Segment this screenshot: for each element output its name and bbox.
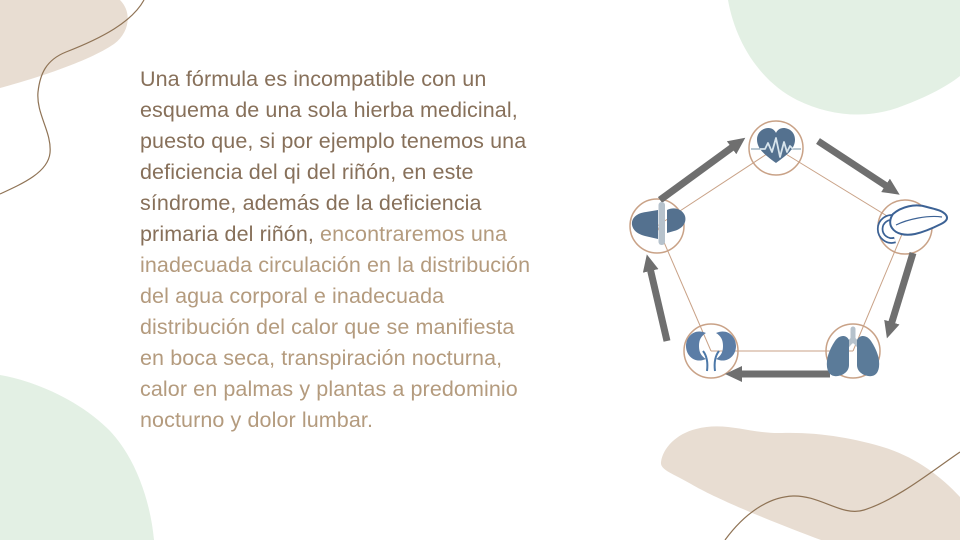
text-primary: Una fórmula es incompatible con un xyxy=(140,67,487,91)
text-line xyxy=(140,126,640,157)
arrow-kidneys-to-liver xyxy=(650,268,667,341)
text-primary: deficiencia del qi del riñón, en este xyxy=(140,160,474,184)
text-line xyxy=(140,250,640,281)
liver-vessel xyxy=(659,202,666,245)
text-line xyxy=(140,188,640,219)
text-primary: esquema de una sola hierba medicinal, xyxy=(140,98,518,122)
body-text xyxy=(140,64,640,436)
text-line xyxy=(140,281,640,312)
text-line xyxy=(140,343,640,374)
pancreas-body xyxy=(890,205,947,234)
arrow-liver-to-heart xyxy=(660,146,734,200)
text-primary: primaria del riñón, xyxy=(140,222,321,246)
text-secondary: inadecuada circulación en la distribución xyxy=(140,253,531,277)
text-primary: síndrome, además de la deficiencia xyxy=(140,191,482,215)
text-line xyxy=(140,312,640,343)
text-line xyxy=(140,64,640,95)
text-secondary: en boca seca, transpiración nocturna, xyxy=(140,346,503,370)
text-secondary: calor en palmas y plantas a predominio xyxy=(140,377,518,401)
arrow-pancreas-to-lungs xyxy=(891,253,913,325)
pentagon-edge xyxy=(853,227,905,351)
text-secondary: nocturno y dolor lumbar. xyxy=(140,408,374,432)
text-line xyxy=(140,157,640,188)
text-line xyxy=(140,95,640,126)
text-line xyxy=(140,405,640,436)
text-line xyxy=(140,374,640,405)
node-circles xyxy=(630,121,932,378)
text-line xyxy=(140,219,640,250)
text-primary: puesto que, si por ejemplo tenemos una xyxy=(140,129,527,153)
text-secondary: encontraremos una xyxy=(320,222,507,246)
text-secondary: del agua corporal e inadecuada xyxy=(140,284,445,308)
text-secondary: distribución del calor que se manifiesta xyxy=(140,315,515,339)
